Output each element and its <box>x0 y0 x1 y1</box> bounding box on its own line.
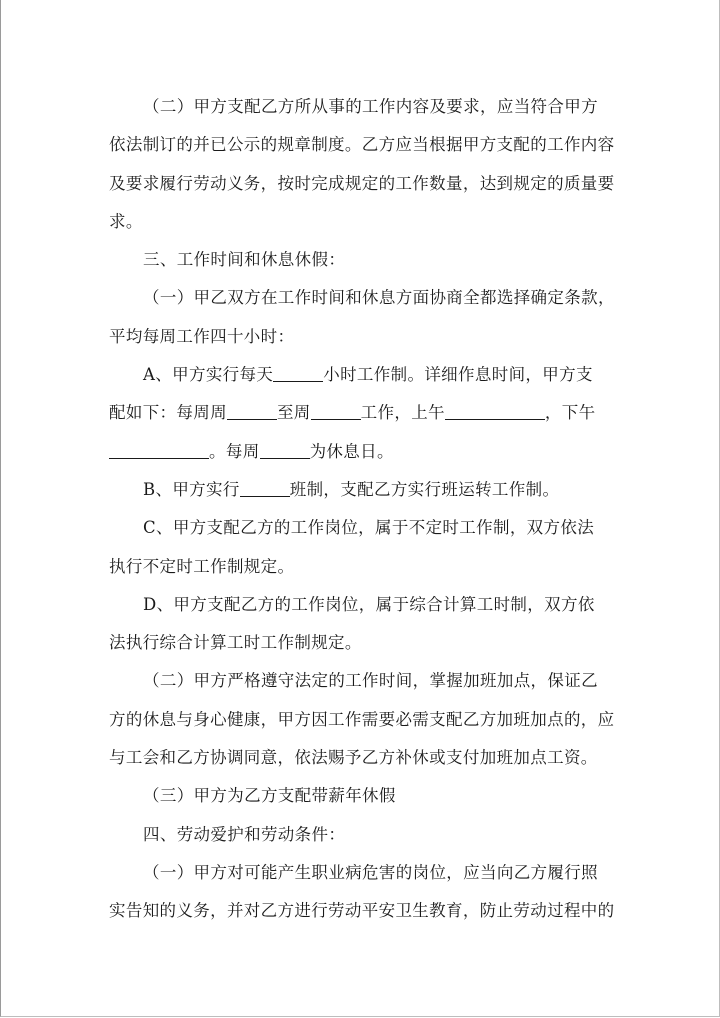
section-title: 三、工作时间和休息休假： <box>143 250 346 270</box>
paragraph-option-b <box>109 471 617 509</box>
paragraph-option-d <box>109 586 617 663</box>
blank-end-weekday-field[interactable] <box>311 403 361 420</box>
section-title: 四、劳动爱护和劳动条件： <box>143 824 346 844</box>
text-segment: 配如下：每周周 <box>109 403 227 423</box>
text-line <box>109 433 617 471</box>
text-line: 依法制订的并已公示的规章制度。乙方应当根据甲方支配的工作内容 <box>109 135 615 155</box>
text-line: 实告知的义务，并对乙方进行劳动平安卫生教育，防止劳动过程中的 <box>109 901 615 921</box>
blank-afternoon-time-field[interactable] <box>109 442 209 459</box>
text-line <box>109 356 617 394</box>
blank-rest-day-field[interactable] <box>260 442 310 459</box>
text-segment: B、甲方实行 <box>143 479 240 499</box>
text-line: （二）甲方支配乙方所从事的工作内容及要求，应当符合甲方 <box>143 97 598 116</box>
blank-shift-count-field[interactable] <box>240 480 290 497</box>
paragraph-option-a <box>109 356 617 471</box>
text-line: C、甲方支配乙方的工作岗位，属于不定时工作制，双方依法 <box>143 518 595 538</box>
text-line <box>109 471 617 509</box>
text-line: 平均每周工作四十小时： <box>109 326 295 346</box>
section-heading-labor-protection <box>109 816 617 854</box>
text-segment: A、甲方实行每天 <box>143 365 274 385</box>
text-line <box>109 394 617 432</box>
text-line: 法执行综合计算工时工作制规定。 <box>109 633 362 653</box>
text-segment: ，下午 <box>544 403 596 423</box>
text-line: 执行不定时工作制规定。 <box>109 556 295 576</box>
text-line: 与工会和乙方协调同意，依法赐予乙方补休或支付加班加点工资。 <box>109 748 598 768</box>
text-line: （一）甲方对可能产生职业病危害的岗位，应当向乙方履行照 <box>143 862 598 882</box>
text-segment: 班制，支配乙方实行班运转工作制。 <box>289 479 560 499</box>
section-heading-work-time <box>109 241 617 279</box>
paragraph-work-content <box>109 88 617 241</box>
contract-body <box>109 88 617 931</box>
paragraph-weekly-hours <box>109 279 617 356</box>
text-segment: 小时工作制。详细作息时间，甲方支 <box>323 365 593 385</box>
blank-morning-time-field[interactable] <box>445 403 545 420</box>
text-line: D、甲方支配乙方的工作岗位，属于综合计算工时制，双方依 <box>143 594 595 614</box>
text-line: （二）甲方严格遵守法定的工作时间，掌握加班加点，保证乙 <box>143 671 598 691</box>
text-segment: 工作，上午 <box>360 403 445 423</box>
blank-start-weekday-field[interactable] <box>227 403 277 420</box>
text-segment: 。每周 <box>209 441 260 461</box>
text-line: 方的休息与身心健康，甲方因工作需要必需支配乙方加班加点的，应 <box>109 709 615 729</box>
paragraph-occupational-hazard <box>109 854 617 931</box>
blank-daily-hours-field[interactable] <box>273 365 323 382</box>
text-line: （一）甲乙双方在工作时间和休息方面协商全都选择确定条款， <box>143 288 615 308</box>
text-segment: 至周 <box>276 403 311 423</box>
text-segment: 为休息日。 <box>309 441 394 461</box>
text-line: 求。 <box>109 211 143 231</box>
paragraph-overtime <box>109 662 617 777</box>
paragraph-option-c <box>109 509 617 586</box>
text-line: 及要求履行劳动义务，按时完成规定的工作数量，达到规定的质量要 <box>109 173 615 193</box>
paragraph-paid-leave <box>109 777 617 815</box>
text-line: （三）甲方为乙方支配带薪年休假 <box>143 786 396 806</box>
